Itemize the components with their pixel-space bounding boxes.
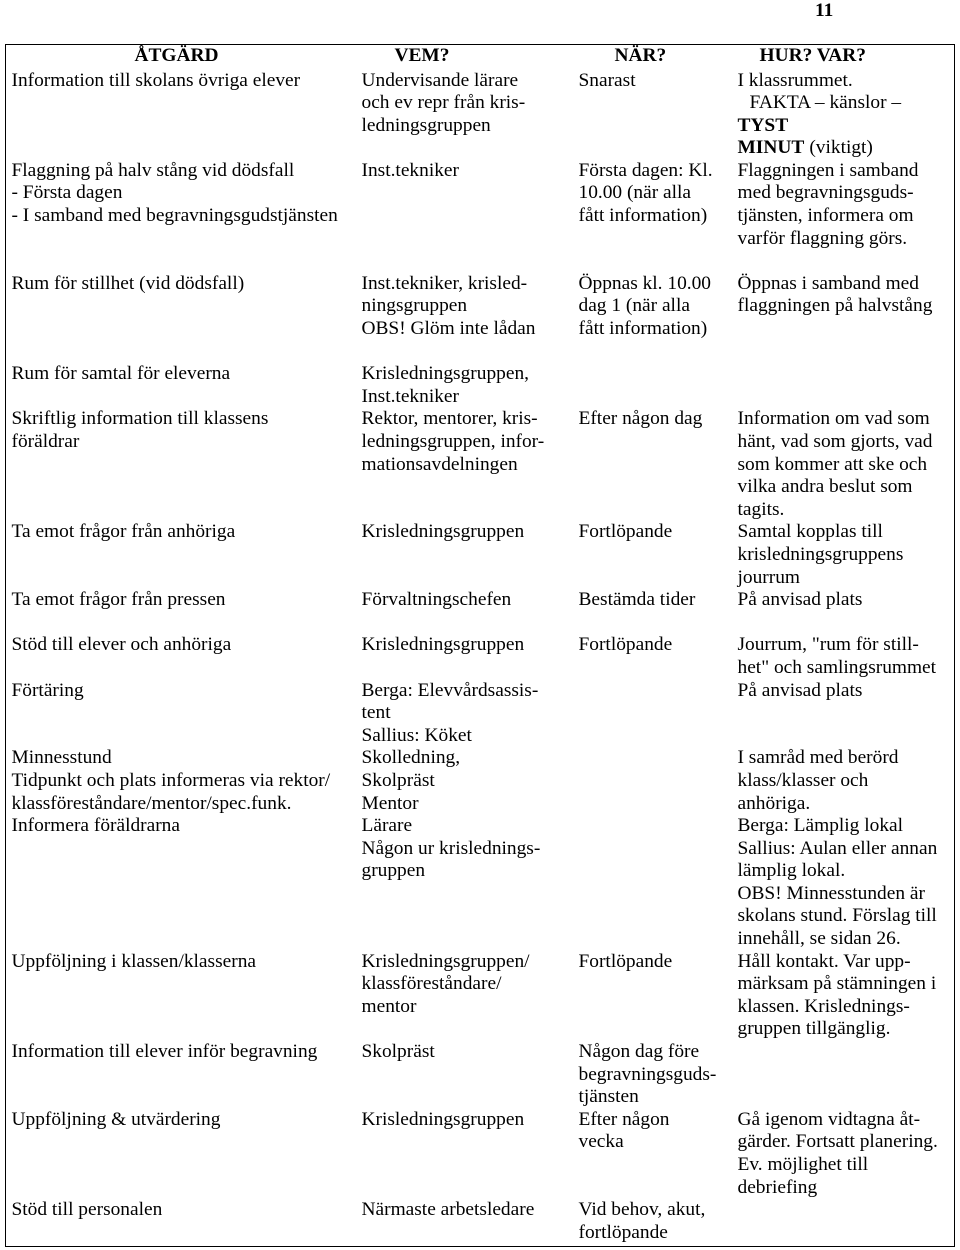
- timing-cell: Öppnas kl. 10.00 dag 1 (när alla fått information): [578, 272, 711, 340]
- column-header-who: VEM?: [394, 45, 450, 66]
- action-cell: Information till skolans övriga elever: [11, 69, 301, 91]
- responsible-cell: Krisledningsgruppen/ klassföreståndare/ mentor: [361, 950, 530, 1017]
- method-line-emphasis: TYST: [737, 114, 789, 136]
- empty-cell: [738, 1199, 955, 1244]
- method-place-cell: I samråd med berörd klass/klasser och anhöriga. Berga: Lämplig lokal Sallius: Aulan eller annan lämplig lokal. OBS! Minnesstunden är skolans stund. Förslag till innehåll, se sidan 26.: [737, 747, 938, 950]
- method-line-note: (viktigt): [809, 137, 873, 159]
- action-cell: Stöd till personalen: [11, 1199, 163, 1221]
- table-row: [6, 1109, 954, 1199]
- table-row: [6, 273, 954, 341]
- timing-cell: Första dagen: Kl. 10.00 (när alla fått information): [578, 159, 713, 227]
- row-spacer: [6, 250, 954, 273]
- page-number: 11: [815, 0, 834, 21]
- empty-cell: [738, 1041, 955, 1109]
- empty-cell: [579, 363, 738, 408]
- action-cell: Ta emot frågor från anhöriga: [11, 521, 236, 543]
- method-place-cell: Information om vad som hänt, vad som gjorts, vad som kommer att ske och vilka andra beslut som tagits.: [737, 408, 933, 520]
- table-row: [6, 1041, 954, 1109]
- action-cell: Uppföljning i klassen/klasserna: [11, 950, 256, 972]
- method-line-emphasis: MINUT: [737, 137, 805, 159]
- table-row: [6, 521, 954, 589]
- empty-cell: [579, 680, 738, 748]
- table-row: [6, 634, 954, 679]
- responsible-cell: Berga: Elevvårdsassis- tent Sallius: Köket: [361, 679, 539, 746]
- responsible-cell: Skolpräst: [361, 1041, 435, 1063]
- responsible-cell: Krisledningsgruppen: [361, 1108, 525, 1130]
- table-row: [6, 1199, 954, 1244]
- method-line: [738, 137, 955, 160]
- column-header-how-where: HUR? VAR?: [759, 45, 866, 66]
- empty-cell: [738, 363, 955, 408]
- method-place-cell: Jourrum, "rum för still- het" och samlingsrummet: [737, 634, 937, 678]
- timing-cell: Vid behov, akut, fortlöpande: [578, 1199, 706, 1243]
- responsible-cell: Rektor, mentorer, kris- ledningsgruppen, infor- mationsavdelningen: [361, 408, 545, 475]
- timing-cell: Snarast: [578, 69, 636, 91]
- action-cell: Rum för samtal för eleverna: [11, 363, 231, 385]
- action-cell: Stöd till elever och anhöriga: [11, 634, 232, 656]
- method-place-cell: På anvisad plats: [737, 589, 863, 611]
- table-row: [6, 589, 954, 612]
- table-body: [6, 70, 954, 1245]
- table-row: [6, 363, 954, 408]
- responsible-cell: Inst.tekniker, krisled- ningsgruppen OBS! Glöm inte lådan: [361, 272, 536, 340]
- action-plan-table: [5, 44, 955, 1247]
- table-row: [6, 70, 954, 160]
- table-row: [6, 747, 954, 950]
- method-place-cell: [738, 70, 955, 160]
- action-cell: Uppföljning & utvärdering: [11, 1108, 221, 1130]
- method-place-cell: Flaggningen i samband med begravningsguds- tjänsten, informera om varför flaggning görs.: [737, 159, 919, 249]
- responsible-cell: Krisledningsgruppen: [361, 521, 525, 543]
- timing-cell: Efter någon dag: [578, 408, 703, 430]
- table-row: [6, 408, 954, 521]
- responsible-cell: Skolledning, Skolpräst Mentor Lärare Någon ur krislednings- gruppen: [361, 747, 541, 882]
- method-line: I klassrummet.: [737, 69, 853, 91]
- action-cell: Minnesstund Tidpunkt och plats informeras via rektor/ klassföreståndare/mentor/spec.funk. Informera föräldrarna: [11, 747, 331, 837]
- action-cell: Flaggning på halv stång vid dödsfall - Första dagen - I samband med begravningsgudstjänsten: [11, 159, 338, 227]
- method-place-cell: Gå igenom vidtagna åt- gärder. Fortsatt planering. Ev. möjlighet till debriefing: [737, 1108, 938, 1198]
- column-header-action: ÅTGÄRD: [134, 45, 219, 66]
- column-header-when: NÄR?: [614, 45, 667, 66]
- action-cell: Skriftlig information till klassens föräldrar: [11, 408, 269, 452]
- method-place-cell: Håll kontakt. Var upp- märksam på stämningen i klassen. Krislednings- gruppen tillgänglig.: [737, 950, 937, 1040]
- method-place-cell: På anvisad plats: [737, 679, 863, 701]
- timing-cell: Fortlöpande: [578, 950, 673, 972]
- timing-cell: Efter någon vecka: [578, 1108, 670, 1153]
- table-row: [6, 951, 954, 1041]
- timing-cell: Fortlöpande: [578, 634, 673, 656]
- responsible-cell: Krisledningsgruppen: [361, 634, 525, 656]
- row-spacer: [6, 341, 954, 364]
- method-place-cell: Samtal kopplas till krisledningsgruppens jourrum: [737, 521, 904, 588]
- responsible-cell: Inst.tekniker: [361, 159, 459, 181]
- timing-cell: Någon dag före begravningsguds- tjänsten: [578, 1041, 717, 1108]
- action-cell: Information till elever inför begravning: [11, 1041, 318, 1063]
- action-cell: Förtäring: [11, 679, 84, 701]
- empty-cell: [579, 747, 738, 950]
- method-place-cell: Öppnas i samband med flaggningen på halvstång: [737, 272, 933, 317]
- action-cell: Ta emot frågor från pressen: [11, 589, 226, 611]
- action-cell: Rum för stillhet (vid dödsfall): [11, 272, 245, 294]
- responsible-cell: Förvaltningschefen: [361, 589, 512, 611]
- row-spacer: [6, 612, 954, 635]
- responsible-cell: Närmaste arbetsledare: [361, 1199, 535, 1221]
- responsible-cell: Krisledningsgruppen, Inst.tekniker: [361, 363, 529, 407]
- table-row: [6, 160, 954, 250]
- timing-cell: Fortlöpande: [578, 521, 673, 543]
- responsible-cell: Undervisande lärare och ev repr från kris- ledningsgruppen: [361, 69, 526, 136]
- timing-cell: Bestämda tider: [578, 589, 696, 611]
- table-row: [6, 680, 954, 748]
- method-line: FAKTA – känslor –: [749, 92, 902, 114]
